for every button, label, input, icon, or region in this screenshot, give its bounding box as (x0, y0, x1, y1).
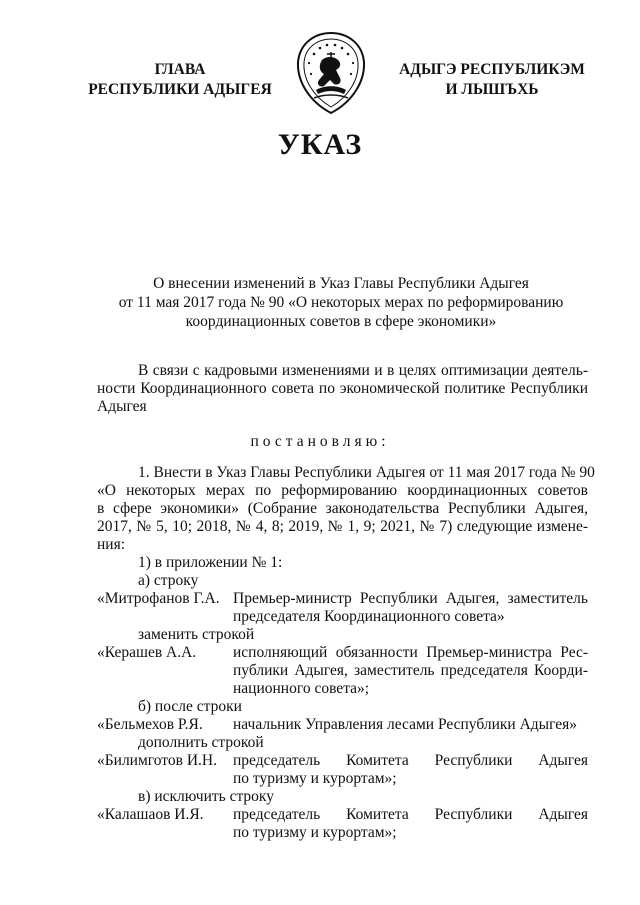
item1-line5: ния: (97, 536, 126, 553)
entry2-line1: исполняющий обязанности Премьер-министра Рес- (233, 644, 588, 661)
entry5-line2: по туризму и курортам»; (233, 824, 397, 841)
preamble-line3: Адыгея (97, 398, 147, 415)
entry5-line1: председатель Комитета Республики Адыгея (233, 806, 588, 823)
subject-line2: от 11 мая 2017 года № 90 «О некоторых мерах по реформированию (118, 294, 564, 311)
preamble-line1: В связи с кадровыми изменениями и в целях оптимизации деятель- (138, 362, 588, 379)
add-label: дополнить строкой (138, 734, 264, 751)
entry1-name: «Митрофанов Г.А. (97, 590, 220, 607)
header-right (392, 60, 592, 100)
document-title: УКАЗ (277, 128, 363, 161)
entry1-line2: председателя Координационного совета» (233, 608, 505, 625)
header-left (82, 60, 278, 100)
entry2-name: «Керашев А.А. (97, 644, 197, 661)
entry2-line3: национного совета»; (233, 680, 370, 697)
document-subject (96, 274, 586, 331)
entry4-line1: председатель Комитета Республики Адыгея (233, 752, 588, 769)
item1-line1: 1. Внести в Указ Главы Республики Адыгея от 11 мая 2017 года № 90 (138, 464, 595, 481)
entry3-line1: начальник Управления лесами Республики Адыгея» (233, 716, 577, 733)
header-right-line2: И ЛЫШЪХЬ (445, 81, 539, 98)
entry5-name: «Калашаов И.Я. (97, 806, 204, 823)
subject-line3: координационных советов в сфере экономики» (185, 313, 497, 330)
entry4-line2: по туризму и курортам»; (233, 770, 397, 787)
header-right-line1: АДЫГЭ РЕСПУБЛИКЭМ (399, 61, 585, 78)
sub-a-label: а) строку (138, 572, 199, 589)
entry2-line2: публики Адыгея, заместитель председателя Коорди- (233, 662, 588, 679)
item1-line3: в сфере экономики» (Собрание законодательства Республики Адыгея, (97, 500, 588, 517)
sub-c-label: в) исключить строку (138, 788, 274, 805)
item1-line4: 2017, № 5, 10; 2018, № 4, 8; 2019, № 1, 9; 2021, № 7) следующие измене- (97, 518, 588, 535)
header-left-line1: ГЛАВА (154, 61, 206, 78)
entry4-name: «Билимготов И.Н. (97, 752, 217, 769)
header-left-line2: РЕСПУБЛИКИ АДЫГЕЯ (88, 81, 272, 98)
subject-line1: О внесении изменений в Указ Главы Республики Адыгея (153, 275, 529, 292)
entry3-name: «Бельмехов Р.Я. (97, 716, 203, 733)
sub1-label: 1) в приложении № 1: (138, 554, 283, 571)
sub-b-label: б) после строки (138, 698, 242, 715)
entry1-line1: Премьер-министр Республики Адыгея, заместитель (233, 590, 588, 607)
preamble-line2: ности Координационного совета по экономической политике Республики (97, 380, 588, 397)
decree-word: постановляю: (250, 433, 390, 450)
replace-label: заменить строкой (138, 626, 255, 643)
coat-of-arms-emblem (294, 30, 368, 116)
item1-line2: «О некоторых мерах по реформированию координационных советов (97, 482, 588, 499)
